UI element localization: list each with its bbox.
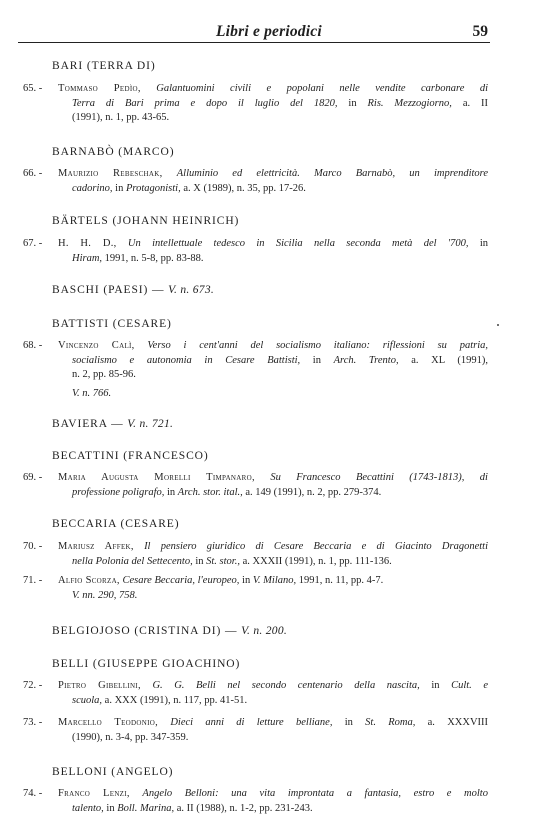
page-number: 59 (472, 23, 488, 40)
entry-number: 72. - (23, 680, 43, 691)
entry-65: 65. - Tommaso Pedìo, Galantuomini civili e popolani nelle vendite carbonare di Terra di Bari prima e dopo il luglio del 1820, in Ris. Mezzogiorno, a. II (1991), n. 1, pp. 43-65. (23, 83, 489, 123)
heading-bartels: BÄRTELS (JOHANN HEINRICH) (52, 215, 240, 227)
entry-68: 68. - Vincenzo Calì, Verso i cent'anni del socialismo italiano: riflessioni su patria, socialismo e autonomia in Cesare Battisti, in Arch. Trento, a. XL (1991), n. 2, pp. 85-96. V. n. 766. (23, 340, 489, 399)
entry-66: 66. - Maurizio Rebeschak, Alluminio ed elettricità. Marco Barnabò, un imprenditore cadorino, in Protagonisti, a. X (1989), n. 35, pp. 17-26. (23, 168, 489, 194)
stray-mark (497, 324, 499, 326)
entry-74: 74. - Franco Lenzi, Angelo Belloni: una vita improntata a fantasia, estro e molto talento, in Boll. Marina, a. II (1988), n. 1-2, pp. 231-243. (23, 788, 488, 814)
entry-71: 71. - Alfio Scorza, Cesare Beccaria, l'europeo, in V. Milano, 1991, n. 11, pp. 4-7. V. nn. 290, 758. (23, 575, 384, 601)
heading-beccaria: BECCARIA (CESARE) (52, 518, 180, 530)
entry-number: 66. - (23, 168, 43, 179)
heading-baschi: BASCHI (PAESI) — V. n. 673. (52, 284, 215, 296)
entry-number: 73. - (23, 717, 43, 728)
heading-baviera: BAVIERA — V. n. 721. (52, 418, 174, 430)
entry-number: 68. - (23, 340, 43, 351)
entry-67: 67. - H. H. D., Un intellettuale tedesco in Sicilia nella seconda metà del '700, in Hiram, 1991, n. 5-8, pp. 83-88. (23, 238, 489, 264)
entry-69: 69. - Maria Augusta Morelli Timpanaro, Su Francesco Becattini (1743-1813), di professione poligrafo, in Arch. stor. ital., a. 149 (1991), n. 2, pp. 279-374. (23, 472, 488, 498)
heading-becattini: BECATTINI (FRANCESCO) (52, 450, 209, 462)
entry-number: 74. - (23, 788, 43, 799)
entry-number: 69. - (23, 472, 43, 483)
entry-number: 67. - (23, 238, 43, 249)
heading-belloni: BELLONI (ANGELO) (52, 766, 174, 778)
cross-reference: V. n. 766. (72, 387, 112, 399)
running-title: Libri e periodici (216, 23, 322, 40)
entry-number: 65. - (23, 83, 43, 94)
entry-number: 71. - (23, 575, 43, 586)
page-header (18, 20, 490, 43)
heading-belgiojoso: BELGIOJOSO (CRISTINA DI) — V. n. 200. (52, 625, 288, 637)
entry-73: 73. - Marcello Teodonio, Dieci anni di letture belliane, in St. Roma, a. XXXVIII (1990), n. 3-4, pp. 347-359. (23, 717, 489, 743)
entry-70: 70. - Mariusz Affek, Il pensiero giuridico di Cesare Beccaria e di Giacinto Dragonetti nella Polonia del Settecento, in St. stor., a. XXXII (1991), n. 1, pp. 111-136. (23, 541, 489, 567)
heading-belli: BELLI (GIUSEPPE GIOACHINO) (52, 658, 241, 670)
entry-number: 70. - (23, 541, 43, 552)
cross-reference: V. nn. 290, 758. (72, 589, 138, 601)
heading-barnabo: BARNABÒ (MARCO) (52, 146, 175, 158)
heading-battisti: BATTISTI (CESARE) (52, 318, 172, 330)
entry-72: 72. - Pietro Gibellini, G. G. Belli nel secondo centenario della nascita, in Cult. e scuola, a. XXX (1991), n. 117, pp. 41-51. (23, 680, 489, 706)
heading-bari: BARI (TERRA DI) (52, 60, 156, 72)
